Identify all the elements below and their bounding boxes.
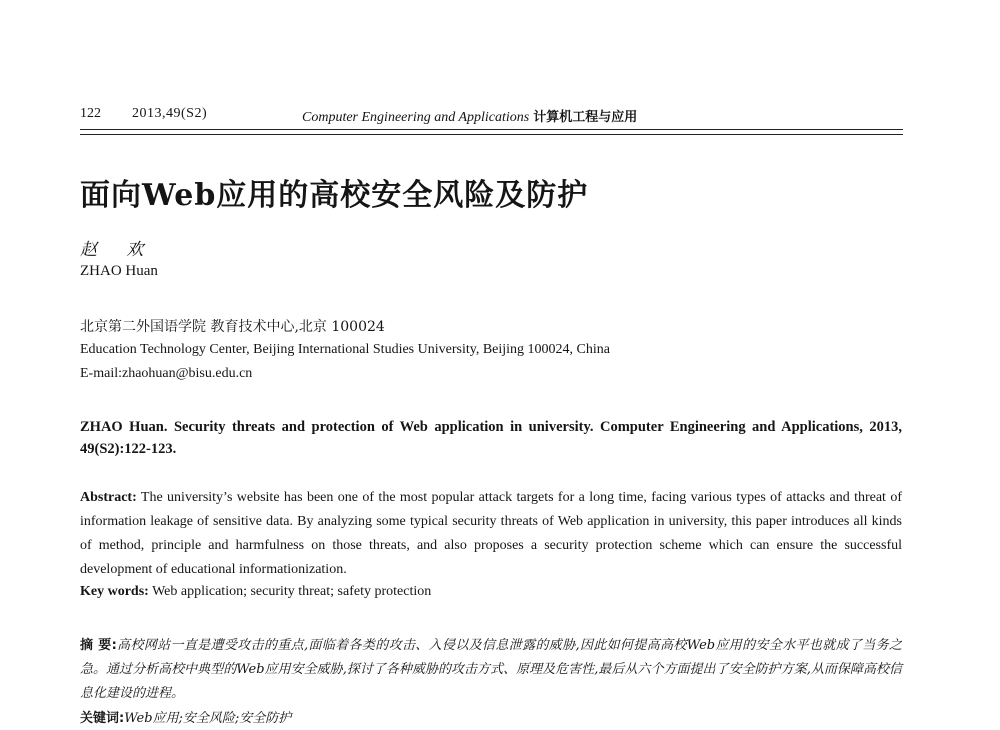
header-rule-bottom bbox=[80, 134, 903, 135]
citation: ZHAO Huan. Security threats and protection of Web application in university. Computer Engineering and Applications, 2013, 49(S2):122-123. bbox=[80, 419, 902, 457]
keywords-cn-text: Web应用;安全风险;安全防护 bbox=[124, 711, 292, 726]
author-name-en: ZHAO Huan bbox=[80, 263, 158, 279]
keywords-label: Key words: bbox=[80, 584, 149, 599]
author-name-cn: 赵 欢 bbox=[80, 240, 156, 260]
abstract-cn-text: 高校网站一直是遭受攻击的重点,面临着各类的攻击、入侵以及信息泄露的威胁,因此如何提高高校Web应用的安全水平也就成了当务之急。通过分析高校中典型的Web应用安全威胁,探讨了各种威胁的攻击方式、原理及危害性,最后从六个方面提出了安全防护方案,从而保障高校信息化建设的进程。 bbox=[80, 638, 902, 701]
abstract-label: Abstract: bbox=[80, 490, 137, 505]
abstract-cn bbox=[80, 634, 902, 706]
running-header bbox=[80, 106, 900, 128]
keywords-cn bbox=[80, 707, 291, 726]
keywords-en bbox=[80, 584, 431, 600]
journal-name-en: Computer Engineering and Applications bbox=[302, 110, 530, 125]
affiliation-en: Education Technology Center, Beijing International Studies University, Beijing 100024, China bbox=[80, 342, 610, 357]
paper-title: 面向Web应用的高校安全风险及防护 bbox=[80, 178, 589, 213]
journal-name bbox=[302, 106, 637, 126]
affiliation-cn: 北京第二外国语学院 教育技术中心,北京 100024 bbox=[80, 319, 385, 335]
page-number: 122 bbox=[80, 106, 101, 121]
keywords-cn-label: 关键词: bbox=[80, 711, 125, 726]
journal-name-cn: 计算机工程与应用 bbox=[533, 110, 638, 125]
abstract-en bbox=[80, 486, 902, 582]
author-email: E-mail:zhaohuan@bisu.edu.cn bbox=[80, 366, 253, 381]
abstract-cn-label: 摘 要: bbox=[80, 638, 117, 653]
header-rule-top bbox=[80, 129, 903, 130]
issue-info: 2013,49(S2) bbox=[132, 106, 208, 121]
abstract-text: The university’s website has been one of the most popular attack targets for a long time, facing various types of attacks and threat of information leakage of sensitive data. By analyzing some typical security threats of Web application in university, this paper introduces all kinds of method, principle and harmfulness on those threats, and also proposes a security protection scheme which can ensure the successful development of educational informationization. bbox=[80, 490, 902, 577]
keywords-text: Web application; security threat; safety protection bbox=[152, 584, 432, 599]
